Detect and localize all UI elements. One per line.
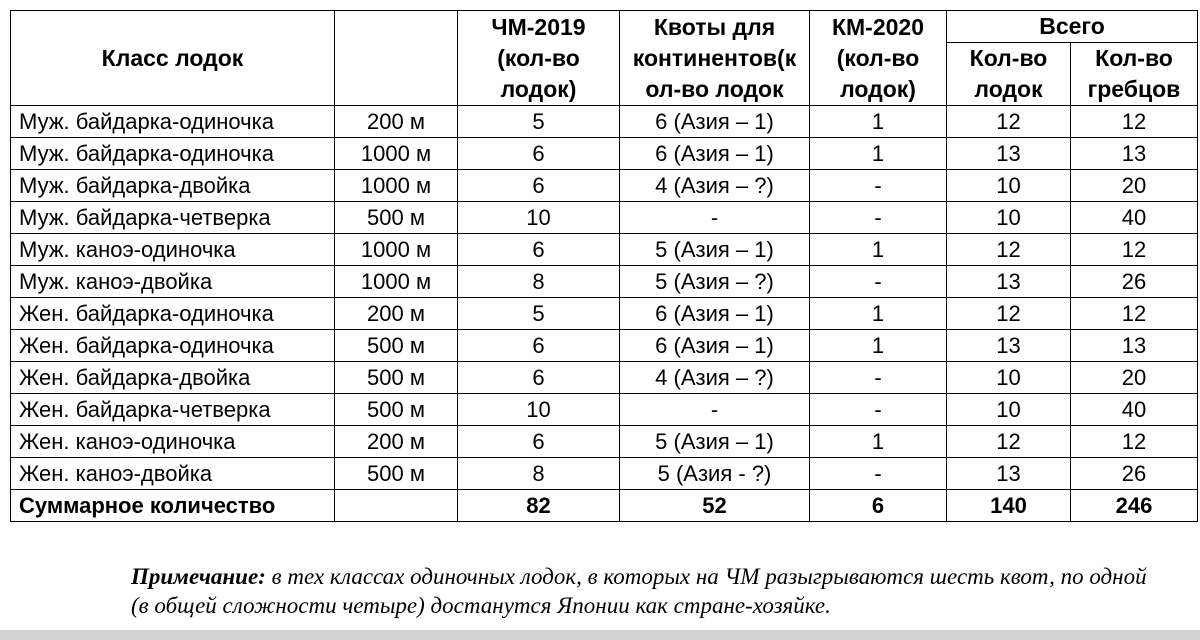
cell-km2020: - — [810, 170, 947, 202]
cell-boats: 12 — [947, 298, 1071, 330]
table-row — [11, 138, 1198, 170]
cell-class: Муж. каноэ-одиночка — [11, 234, 335, 266]
cell-wc2019: 10 — [458, 394, 620, 426]
bottom-bar — [0, 630, 1200, 640]
cell-km2020: - — [810, 266, 947, 298]
cell-boats: 12 — [947, 234, 1071, 266]
cell-boats: 12 — [947, 106, 1071, 138]
cell-quota: 6 (Азия – 1) — [620, 138, 810, 170]
cell-distance: 500 м — [335, 394, 458, 426]
header-quota-line: континентов(к — [632, 44, 797, 71]
cell-distance: 200 м — [335, 298, 458, 330]
cell-boats: 10 — [947, 362, 1071, 394]
header-wc2019-line: ЧМ-2019 — [491, 13, 586, 40]
cell-class: Муж. каноэ-двойка — [11, 266, 335, 298]
total-quota: 52 — [620, 490, 810, 522]
table-row — [11, 202, 1198, 234]
cell-quota: 6 (Азия – 1) — [620, 106, 810, 138]
header-total: Всего — [947, 11, 1198, 43]
cell-class: Жен. каноэ-одиночка — [11, 426, 335, 458]
cell-boats: 10 — [947, 202, 1071, 234]
cell-boats: 13 — [947, 138, 1071, 170]
total-km2020: 6 — [810, 490, 947, 522]
cell-quota: 5 (Азия – 1) — [620, 234, 810, 266]
table-row — [11, 362, 1198, 394]
header-km2020 — [810, 11, 947, 106]
cell-distance: 500 м — [335, 202, 458, 234]
table-row — [11, 106, 1198, 138]
total-label: Суммарное количество — [11, 490, 335, 522]
cell-km2020: 1 — [810, 138, 947, 170]
cell-class: Муж. байдарка-четверка — [11, 202, 335, 234]
table-row — [11, 234, 1198, 266]
cell-km2020: 1 — [810, 426, 947, 458]
cell-class: Жен. байдарка-одиночка — [11, 298, 335, 330]
cell-class: Жен. байдарка-четверка — [11, 394, 335, 426]
cell-wc2019: 8 — [458, 266, 620, 298]
header-rowers-line: гребцов — [1087, 76, 1181, 102]
cell-wc2019: 6 — [458, 234, 620, 266]
total-wc2019: 82 — [458, 490, 620, 522]
cell-boats: 13 — [947, 330, 1071, 362]
cell-boats: 13 — [947, 266, 1071, 298]
cell-quota: 5 (Азия – ?) — [620, 266, 810, 298]
cell-quota: 4 (Азия – ?) — [620, 362, 810, 394]
cell-wc2019: 10 — [458, 202, 620, 234]
header-wc2019-line: (кол-во — [497, 44, 580, 71]
cell-distance: 500 м — [335, 330, 458, 362]
header-wc2019-line: лодок) — [500, 75, 577, 102]
total-rowers: 246 — [1071, 490, 1198, 522]
cell-quota: 6 (Азия – 1) — [620, 330, 810, 362]
cell-km2020: - — [810, 362, 947, 394]
header-row-top — [11, 11, 1198, 43]
table-row — [11, 298, 1198, 330]
header-rowers-line: Кол-во — [1095, 45, 1173, 71]
cell-quota: 6 (Азия – 1) — [620, 298, 810, 330]
header-quota-line: Квоты для — [653, 13, 776, 40]
cell-km2020: 1 — [810, 106, 947, 138]
quota-table — [10, 10, 1198, 522]
cell-distance: 1000 м — [335, 266, 458, 298]
cell-km2020: 1 — [810, 330, 947, 362]
cell-rowers: 40 — [1071, 394, 1198, 426]
cell-rowers: 40 — [1071, 202, 1198, 234]
cell-km2020: 1 — [810, 298, 947, 330]
cell-distance: 200 м — [335, 426, 458, 458]
header-km2020-line: КМ-2020 — [831, 13, 925, 40]
cell-class: Муж. байдарка-одиночка — [11, 138, 335, 170]
header-quota-line: ол-во лодок — [645, 75, 784, 102]
cell-boats: 13 — [947, 458, 1071, 490]
cell-distance: 500 м — [335, 458, 458, 490]
cell-class: Жен. байдарка-двойка — [11, 362, 335, 394]
cell-wc2019: 5 — [458, 298, 620, 330]
table-row — [11, 458, 1198, 490]
cell-rowers: 13 — [1071, 138, 1198, 170]
total-row — [11, 490, 1198, 522]
table-row — [11, 394, 1198, 426]
cell-rowers: 20 — [1071, 362, 1198, 394]
cell-km2020: - — [810, 458, 947, 490]
cell-rowers: 12 — [1071, 234, 1198, 266]
footnote-label: Примечание: — [131, 564, 266, 589]
cell-quota: 5 (Азия – 1) — [620, 426, 810, 458]
cell-distance: 1000 м — [335, 138, 458, 170]
table-body — [11, 106, 1198, 522]
footnote — [131, 562, 1151, 620]
cell-rowers: 26 — [1071, 266, 1198, 298]
cell-km2020: 1 — [810, 234, 947, 266]
header-km2020-line: (кол-во — [836, 44, 920, 71]
table-row — [11, 170, 1198, 202]
total-boats: 140 — [947, 490, 1071, 522]
cell-wc2019: 5 — [458, 106, 620, 138]
table-row — [11, 330, 1198, 362]
footnote-text: в тех классах одиночных лодок, в которых на ЧМ разыгрываются шесть квот, по одной (в общей сложности четыре) достанутся Японии как стране-хозяйке. — [131, 564, 1147, 618]
header-boats-line: лодок — [974, 76, 1043, 102]
cell-class: Муж. байдарка-двойка — [11, 170, 335, 202]
cell-distance: 200 м — [335, 106, 458, 138]
cell-distance: 1000 м — [335, 170, 458, 202]
cell-rowers: 13 — [1071, 330, 1198, 362]
total-distance — [335, 490, 458, 522]
cell-quota: 5 (Азия - ?) — [620, 458, 810, 490]
header-km2020-line: лодок) — [840, 75, 916, 102]
header-boats-line: Кол-во — [969, 45, 1048, 71]
cell-rowers: 20 — [1071, 170, 1198, 202]
header-wc2019 — [458, 11, 620, 106]
cell-class: Муж. байдарка-одиночка — [11, 106, 335, 138]
cell-wc2019: 8 — [458, 458, 620, 490]
cell-class: Жен. каноэ-двойка — [11, 458, 335, 490]
cell-rowers: 12 — [1071, 426, 1198, 458]
header-quota — [620, 11, 810, 106]
cell-quota: 4 (Азия – ?) — [620, 170, 810, 202]
table-row — [11, 266, 1198, 298]
cell-km2020: - — [810, 394, 947, 426]
cell-rowers: 12 — [1071, 298, 1198, 330]
cell-wc2019: 6 — [458, 426, 620, 458]
cell-boats: 10 — [947, 394, 1071, 426]
cell-rowers: 12 — [1071, 106, 1198, 138]
cell-distance: 1000 м — [335, 234, 458, 266]
cell-boats: 12 — [947, 426, 1071, 458]
cell-wc2019: 6 — [458, 170, 620, 202]
header-rowers — [1071, 43, 1198, 106]
cell-rowers: 26 — [1071, 458, 1198, 490]
cell-quota: - — [620, 202, 810, 234]
cell-wc2019: 6 — [458, 330, 620, 362]
header-distance — [335, 11, 458, 106]
cell-wc2019: 6 — [458, 362, 620, 394]
cell-km2020: - — [810, 202, 947, 234]
cell-class: Жен. байдарка-одиночка — [11, 330, 335, 362]
cell-quota: - — [620, 394, 810, 426]
cell-wc2019: 6 — [458, 138, 620, 170]
header-boats — [947, 43, 1071, 106]
cell-distance: 500 м — [335, 362, 458, 394]
header-class: Класс лодок — [11, 11, 335, 106]
cell-boats: 10 — [947, 170, 1071, 202]
table-row — [11, 426, 1198, 458]
